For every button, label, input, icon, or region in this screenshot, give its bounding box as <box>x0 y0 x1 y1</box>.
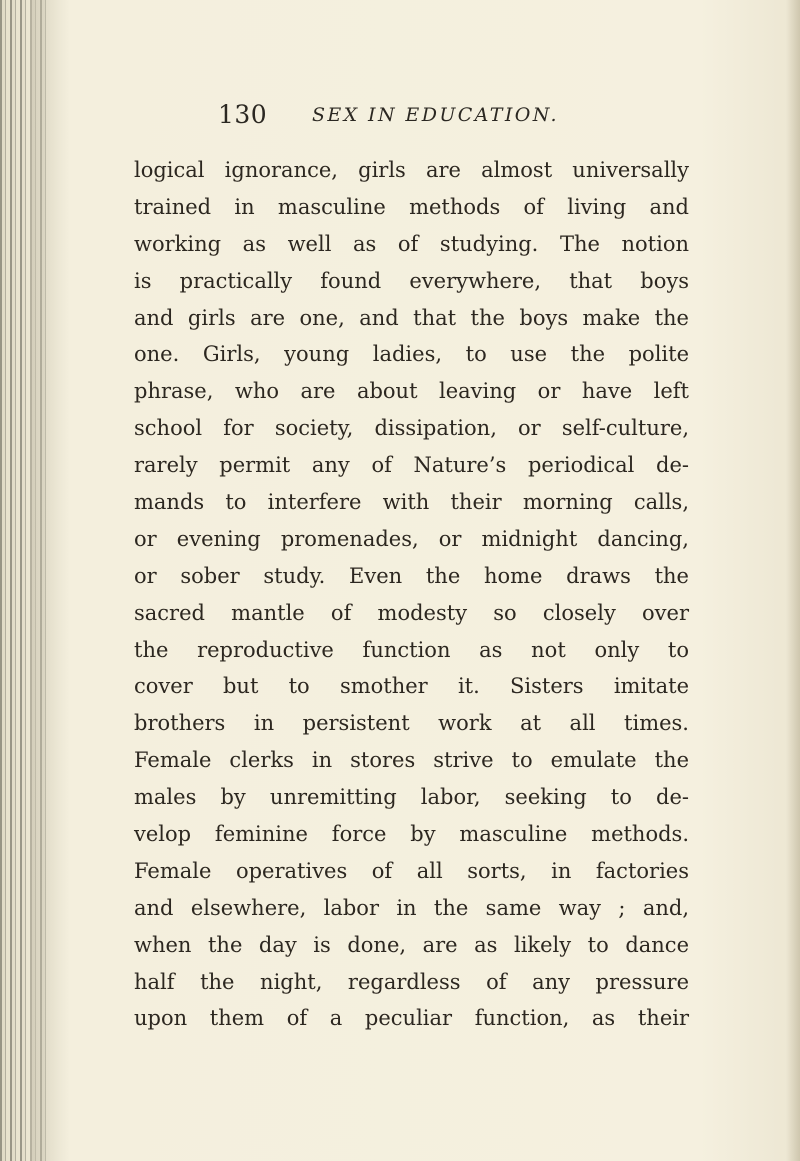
text-line: logical ignorance, girls are almost universally <box>134 158 689 182</box>
running-head: SEX IN EDUCATION. <box>312 104 559 126</box>
text-line: the reproductive function as not only to <box>134 637 689 662</box>
text-line: sacred mantle of modesty so closely over <box>134 600 689 625</box>
text-line: mands to interfere with their morning calls, <box>134 490 689 515</box>
page-number: 130 <box>218 100 268 129</box>
text-line: one. Girls, young ladies, to use the polite <box>134 342 689 367</box>
body-text <box>134 152 689 1037</box>
text-line: Female operatives of all sorts, in factories <box>134 858 689 883</box>
gutter-shadow <box>30 0 70 1161</box>
text-line: school for society, dissipation, or self-culture, <box>134 416 689 441</box>
text-line: when the day is done, are as likely to dance <box>134 932 689 957</box>
text-line: trained in masculine methods of living and <box>134 194 689 219</box>
text-line: Female clerks in stores strive to emulate the <box>134 748 689 773</box>
text-line: and girls are one, and that the boys make the <box>134 305 689 330</box>
text-line: is practically found everywhere, that boys <box>134 268 689 293</box>
page-edge-shadow <box>786 0 800 1161</box>
text-line: phrase, who are about leaving or have left <box>134 379 689 404</box>
text-line: velop feminine force by masculine methods. <box>134 822 689 847</box>
text-line: and elsewhere, labor in the same way ; and, <box>134 895 689 920</box>
text-line: rarely permit any of Nature’s periodical de- <box>134 453 689 478</box>
text-line: half the night, regardless of any pressure <box>134 969 689 994</box>
text-line: males by unremitting labor, seeking to de- <box>134 785 689 810</box>
text-line: cover but to smother it. Sisters imitate <box>134 674 689 699</box>
text-line: working as well as of studying. The notion <box>134 231 689 256</box>
text-line: or evening promenades, or midnight dancing, <box>134 526 689 551</box>
text-line: brothers in persistent work at all times. <box>134 711 689 736</box>
text-line: upon them of a peculiar function, as their <box>134 1006 689 1031</box>
page-header <box>218 100 738 140</box>
text-line: or sober study. Even the home draws the <box>134 563 689 588</box>
